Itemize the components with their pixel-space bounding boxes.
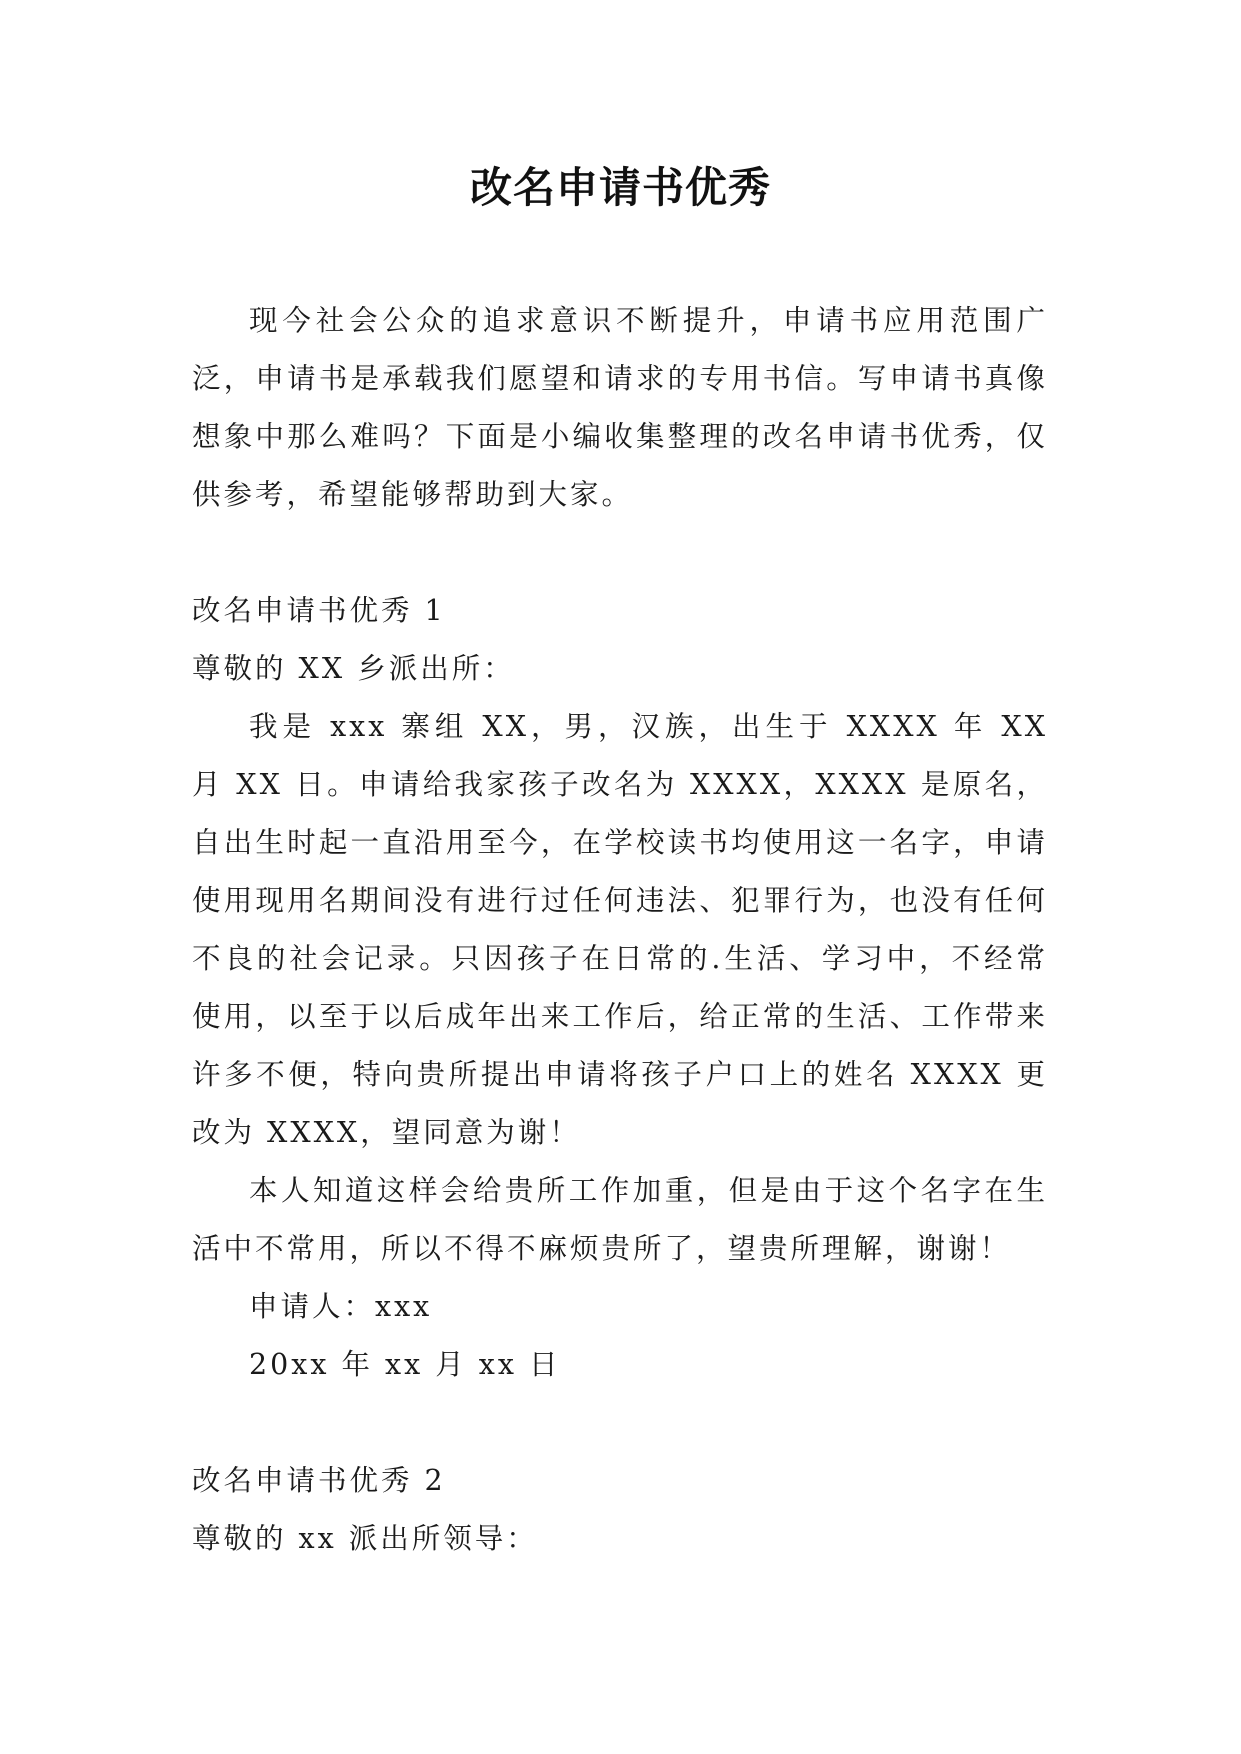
document-body xyxy=(192,292,1048,1568)
applicant-signature: 申请人：xxx xyxy=(249,1290,433,1323)
section-gap xyxy=(192,1394,1048,1452)
section-heading-2: 改名申请书优秀 2 xyxy=(192,1464,446,1497)
intro-paragraph: 现今社会公众的追求意识不断提升，申请书应用范围广泛，申请书是承载我们愿望和请求的专用书信。写申请书真像想象中那么难吗？下面是小编收集整理的改名申请书优秀，仅供参考，希望能够帮助到大家。 xyxy=(192,304,1048,511)
body-paragraph-1: 我是 xxx 寨组 XX，男，汉族，出生于 XXXX 年 XX 月 XX 日。申请给我家孩子改名为 XXXX，XXXX 是原名，自出生时起一直沿用至今，在学校读书均使用这一名字，申请使用现用名期间没有进行过任何违法、犯罪行为，也没有任何不良的社会记录。只因孩子在日常的.生活、学习中，不经常使用，以至于以后成年出来工作后，给正常的生活、工作带来许多不便，特向贵所提出申请将孩子户口上的姓名 XXXX 更改为 XXXX，望同意为谢！ xyxy=(192,710,1048,1149)
section-heading-1: 改名申请书优秀 1 xyxy=(192,594,446,627)
section-gap xyxy=(192,524,1048,582)
salutation-1: 尊敬的 XX 乡派出所： xyxy=(192,652,515,685)
document-title: 改名申请书优秀 xyxy=(469,163,771,212)
application-date: 20xx 年 xx 月 xx 日 xyxy=(249,1348,561,1381)
salutation-2: 尊敬的 xx 派出所领导： xyxy=(192,1522,538,1555)
body-paragraph-2: 本人知道这样会给贵所工作加重，但是由于这个名字在生活中不常用，所以不得不麻烦贵所了，望贵所理解，谢谢！ xyxy=(192,1174,1048,1265)
